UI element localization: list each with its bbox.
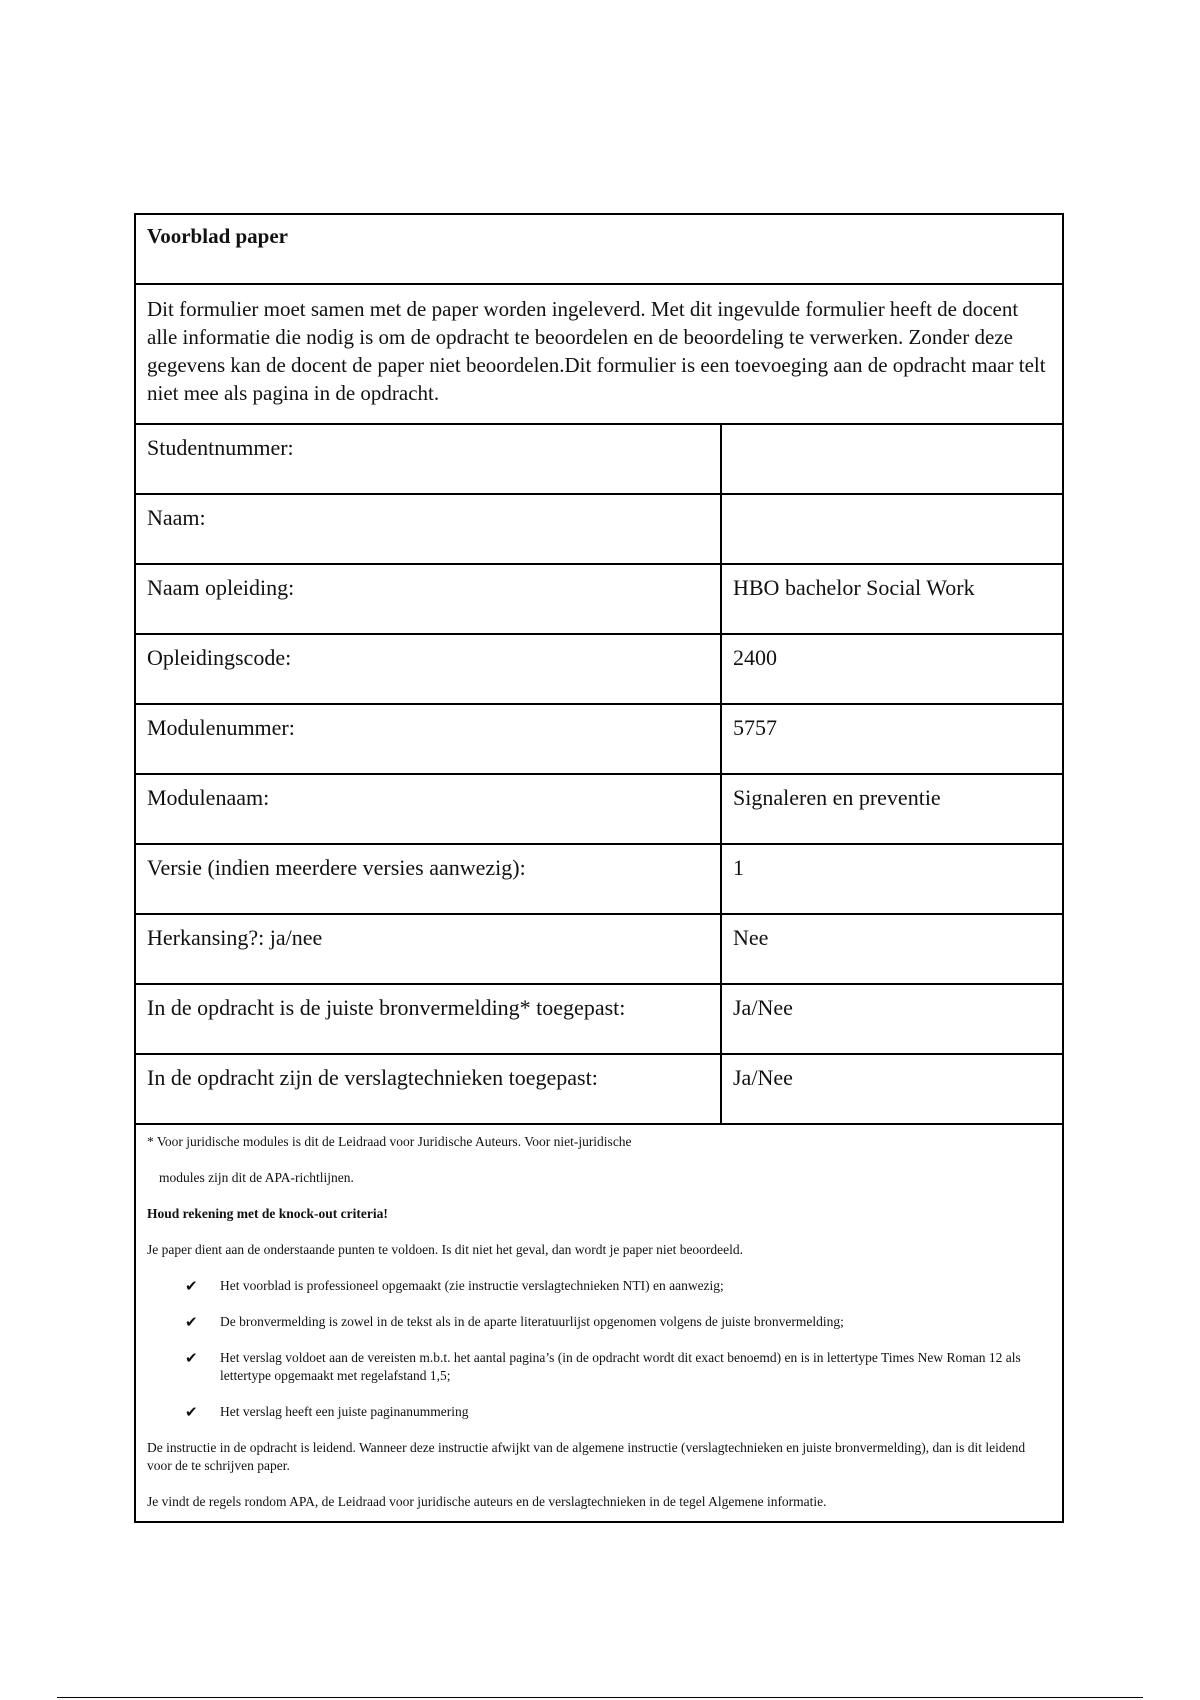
form-row-name — [136, 495, 1062, 565]
field-label: Naam opleiding: — [136, 565, 722, 633]
form-row-version — [136, 845, 1062, 915]
form-row-report-techniques — [136, 1055, 1062, 1125]
field-value[interactable]: Signaleren en preventie — [733, 785, 941, 810]
checklist-text: De bronvermelding is zowel in de tekst als in de aparte literatuurlijst opgenomen volgens de juiste bronvermelding; — [220, 1314, 844, 1329]
checklist-text: Het voorblad is professioneel opgemaakt (zie instructie verslagtechnieken NTI) en aanwezig; — [220, 1278, 724, 1293]
field-value[interactable]: Nee — [733, 925, 769, 950]
field-value[interactable]: 2400 — [733, 645, 777, 670]
field-label: Modulenaam: — [136, 775, 722, 843]
field-value[interactable]: Ja/Nee — [733, 995, 793, 1020]
field-label: Versie (indien meerdere versies aanwezig): — [136, 845, 722, 913]
checkmark-icon: ✔ — [185, 1313, 198, 1331]
knockout-heading: Houd rekening met de knock-out criteria! — [147, 1206, 388, 1221]
checklist-text: Het verslag voldoet aan de vereisten m.b.t. het aantal pagina’s (in de opdracht wordt dit exact benoemd) en is in lettertype Times New Roman 12 als lettertype opgemaakt met regelafstand 1,5; — [220, 1350, 1021, 1383]
checklist-text: Het verslag heeft een juiste paginanummering — [220, 1404, 469, 1419]
field-value[interactable]: Ja/Nee — [733, 1065, 793, 1090]
form-row-module-number — [136, 705, 1062, 775]
checklist-item — [147, 1403, 1051, 1421]
form-row-programme-code — [136, 635, 1062, 705]
notes-section — [136, 1125, 1062, 1521]
field-label: In de opdracht zijn de verslagtechnieken toegepast: — [136, 1055, 722, 1123]
form-title: Voorblad paper — [136, 215, 1062, 285]
knockout-checklist — [147, 1277, 1051, 1421]
field-value[interactable]: 5757 — [733, 715, 777, 740]
footnote-line: * Voor juridische modules is dit de Leidraad voor Juridische Auteurs. Voor niet-juridische — [147, 1134, 632, 1149]
field-value[interactable]: 1 — [733, 855, 744, 880]
field-label: Opleidingscode: — [136, 635, 722, 703]
checkmark-icon: ✔ — [185, 1403, 198, 1421]
form-intro-text: Dit formulier moet samen met de paper worden ingeleverd. Met dit ingevulde formulier heeft de docent alle informatie die nodig is om de opdracht te beoordelen en de beoordeling te verwerken. Zonder deze gegevens kan de docent de paper niet beoordelen.Dit formulier is een toevoeging aan de opdracht maar telt niet mee als pagina in de opdracht. — [136, 285, 1062, 425]
knockout-lead: Je paper dient aan de onderstaande punten te voldoen. Is dit niet het geval, dan wordt je paper niet beoordeeld. — [147, 1242, 744, 1257]
field-value[interactable]: HBO bachelor Social Work — [733, 575, 975, 600]
form-row-resit — [136, 915, 1062, 985]
checkmark-icon: ✔ — [185, 1349, 198, 1367]
field-label: In de opdracht is de juiste bronvermelding* toegepast: — [136, 985, 722, 1053]
checklist-item — [147, 1277, 1051, 1295]
instruction-note: De instructie in de opdracht is leidend. Wanneer deze instructie afwijkt van de algemene instructie (verslagtechnieken en juiste bronvermelding), dan is dit leidend voor de te schrijven paper. — [147, 1440, 1026, 1473]
field-label: Modulenummer: — [136, 705, 722, 773]
form-row-citation — [136, 985, 1062, 1055]
page-bottom-rule — [57, 1697, 1143, 1698]
cover-sheet-form — [134, 213, 1064, 1523]
rules-note: Je vindt de regels rondom APA, de Leidraad voor juridische auteurs en de verslagtechnieken in de tegel Algemene informatie. — [147, 1494, 827, 1509]
field-value[interactable] — [722, 495, 1062, 563]
checklist-item — [147, 1313, 1051, 1331]
field-value[interactable] — [722, 425, 1062, 493]
checklist-item — [147, 1349, 1051, 1385]
form-row-module-name — [136, 775, 1062, 845]
footnote-line: modules zijn dit de APA-richtlijnen. — [159, 1170, 354, 1185]
field-label: Studentnummer: — [136, 425, 722, 493]
form-row-programme-name — [136, 565, 1062, 635]
form-row-student-number — [136, 425, 1062, 495]
field-label: Herkansing?: ja/nee — [136, 915, 722, 983]
checkmark-icon: ✔ — [185, 1277, 198, 1295]
field-label: Naam: — [136, 495, 722, 563]
